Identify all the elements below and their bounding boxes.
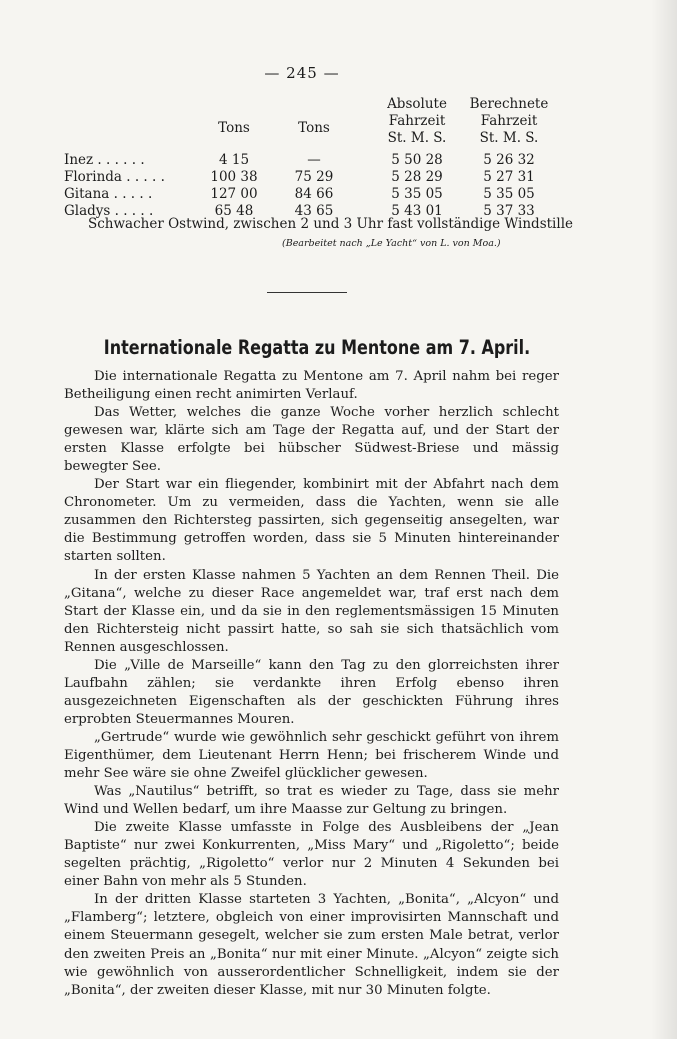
paragraph: Das Wetter, welches die ganze Woche vorher herzlich schlecht gewesen war, klärte sich am Tage der Regatta auf, und der Start der ersten Klasse erfolgte bei hübscher Südwest-Briese und mässig bewegter See. (64, 405, 559, 475)
header-berechnete-line-3: St. M. S. (479, 130, 539, 146)
yacht-name: Gladys . . . . . (64, 203, 154, 219)
table-row (64, 186, 564, 203)
tons-2-value: — (307, 152, 321, 168)
computed-time: 5 26 32 (483, 152, 535, 168)
article-body (64, 368, 559, 1000)
table-row (64, 169, 564, 186)
header-absolute-line-2: Fahrzeit (388, 113, 446, 129)
paragraph: Was „Nautilus“ betrifft, so trat es wieder zu Tage, dass sie mehr Wind und Wellen bedarf, um ihre Maasse zur Geltung zu bringen. (64, 784, 559, 818)
tons-2-value: 43 65 (294, 203, 334, 219)
header-berechnete-fahrzeit (464, 96, 554, 147)
tons-1-value: 4 15 (218, 152, 250, 168)
tons-2-value: 84 66 (294, 186, 334, 202)
tons-2-value: 75 29 (294, 169, 334, 185)
absolute-time: 5 28 29 (391, 169, 443, 185)
yacht-name: Inez . . . . . . (64, 152, 145, 168)
computed-time: 5 27 31 (483, 169, 535, 185)
page-edge-shadow (651, 0, 677, 1039)
yacht-name: Gitana . . . . . (64, 186, 153, 202)
tons-1-value: 100 38 (210, 169, 258, 185)
computed-time: 5 35 05 (483, 186, 535, 202)
page-number: — 245 — (264, 64, 340, 82)
paragraph: In der dritten Klasse starteten 3 Yachten, „Bonita“, „Alcyon“ und „Flamberg“; letztere, obgleich von einer improvisirten Mannschaft und einem Steuermann gesegelt, welcher sie zum ersten Male betrat, verlor den zweiten Preis an „Bonita“ nur mit einer Minute. „Alcyon“ zeigte sich wie gewöhnlich von ausserordentlicher Schnelligkeit, indem sie der „Bonita“, der zweiten dieser Klasse, mit nur 30 Minuten folgte. (64, 892, 559, 998)
absolute-time: 5 35 05 (391, 186, 443, 202)
paragraph: In der ersten Klasse nahmen 5 Yachten an dem Rennen Theil. Die „Gitana“, welche zu dieser Race angemeldet war, traf erst nach dem Start der Klasse ein, und da sie in den reglementsmässigen 15 Minuten den Richtersteig nicht passirt hatte, so sah sie sich thatsächlich vom Rennen ausgeschlossen. (64, 567, 559, 655)
paragraph: „Gertrude“ wurde wie gewöhnlich sehr geschickt geführt von ihrem Eigenthümer, dem Lieutenant Herrn Henn; bei frischerem Winde und mehr See wäre sie ohne Zweifel glücklicher gewesen. (64, 729, 559, 782)
computed-time: 5 37 33 (483, 203, 535, 219)
source-note: (Bearbeitet nach „Le Yacht“ von L. von Moa.) (282, 238, 501, 249)
header-berechnete-line-1: Berechnete (469, 96, 549, 112)
header-absolute-line-1: Absolute (387, 96, 447, 112)
header-tons-2: Tons (298, 120, 330, 136)
paragraph: Der Start war ein fliegender, kombinirt mit der Abfahrt nach dem Chronometer. Um zu vermeiden, dass die Yachten, wenn sie alle zusammen den Richtersteg passirten, sich gegenseitig ansegelten, war die Bestimmung getroffen worden, dass sie 5 Minuten hintereinander starten sollten. (64, 477, 559, 565)
article-title: Internationale Regatta zu Mentone am 7. April. (103, 336, 531, 359)
yacht-name: Florinda . . . . . (64, 169, 165, 185)
paragraph: Die „Ville de Marseille“ kann den Tag zu den glorreichsten ihrer Laufbahn zählen; sie verdankte ihren Erfolg ebenso ihren ausgezeichneten Eigenschaften als der geschickten Führung ihres erprobten Steuermannes Mouren. (64, 657, 559, 727)
header-berechnete-line-2: Fahrzeit (480, 113, 538, 129)
tons-1-value: 65 48 (214, 203, 254, 219)
wind-note: Schwacher Ostwind, zwischen 2 und 3 Uhr fast vollständige Windstille (88, 216, 573, 232)
header-tons-1: Tons (218, 120, 250, 136)
header-absolute-line-3: St. M. S. (387, 130, 447, 146)
paragraph: Die zweite Klasse umfasste in Folge des Ausbleibens der „Jean Baptiste“ nur zwei Konkurrenten, „Miss Mary“ und „Rigoletto“; beide segelten prächtig, „Rigoletto“ verlor nur 2 Minuten 4 Sekunden bei einer Bahn von mehr als 5 Stunden. (64, 820, 559, 890)
header-absolute-fahrzeit (372, 96, 462, 147)
absolute-time: 5 43 01 (391, 203, 443, 219)
absolute-time: 5 50 28 (391, 152, 443, 168)
paragraph: Die internationale Regatta zu Mentone am 7. April nahm bei reger Betheiligung einen recht animirten Verlauf. (64, 369, 559, 403)
table-row (64, 152, 564, 169)
tons-1-value: 127 00 (210, 186, 258, 202)
section-divider (267, 292, 347, 293)
